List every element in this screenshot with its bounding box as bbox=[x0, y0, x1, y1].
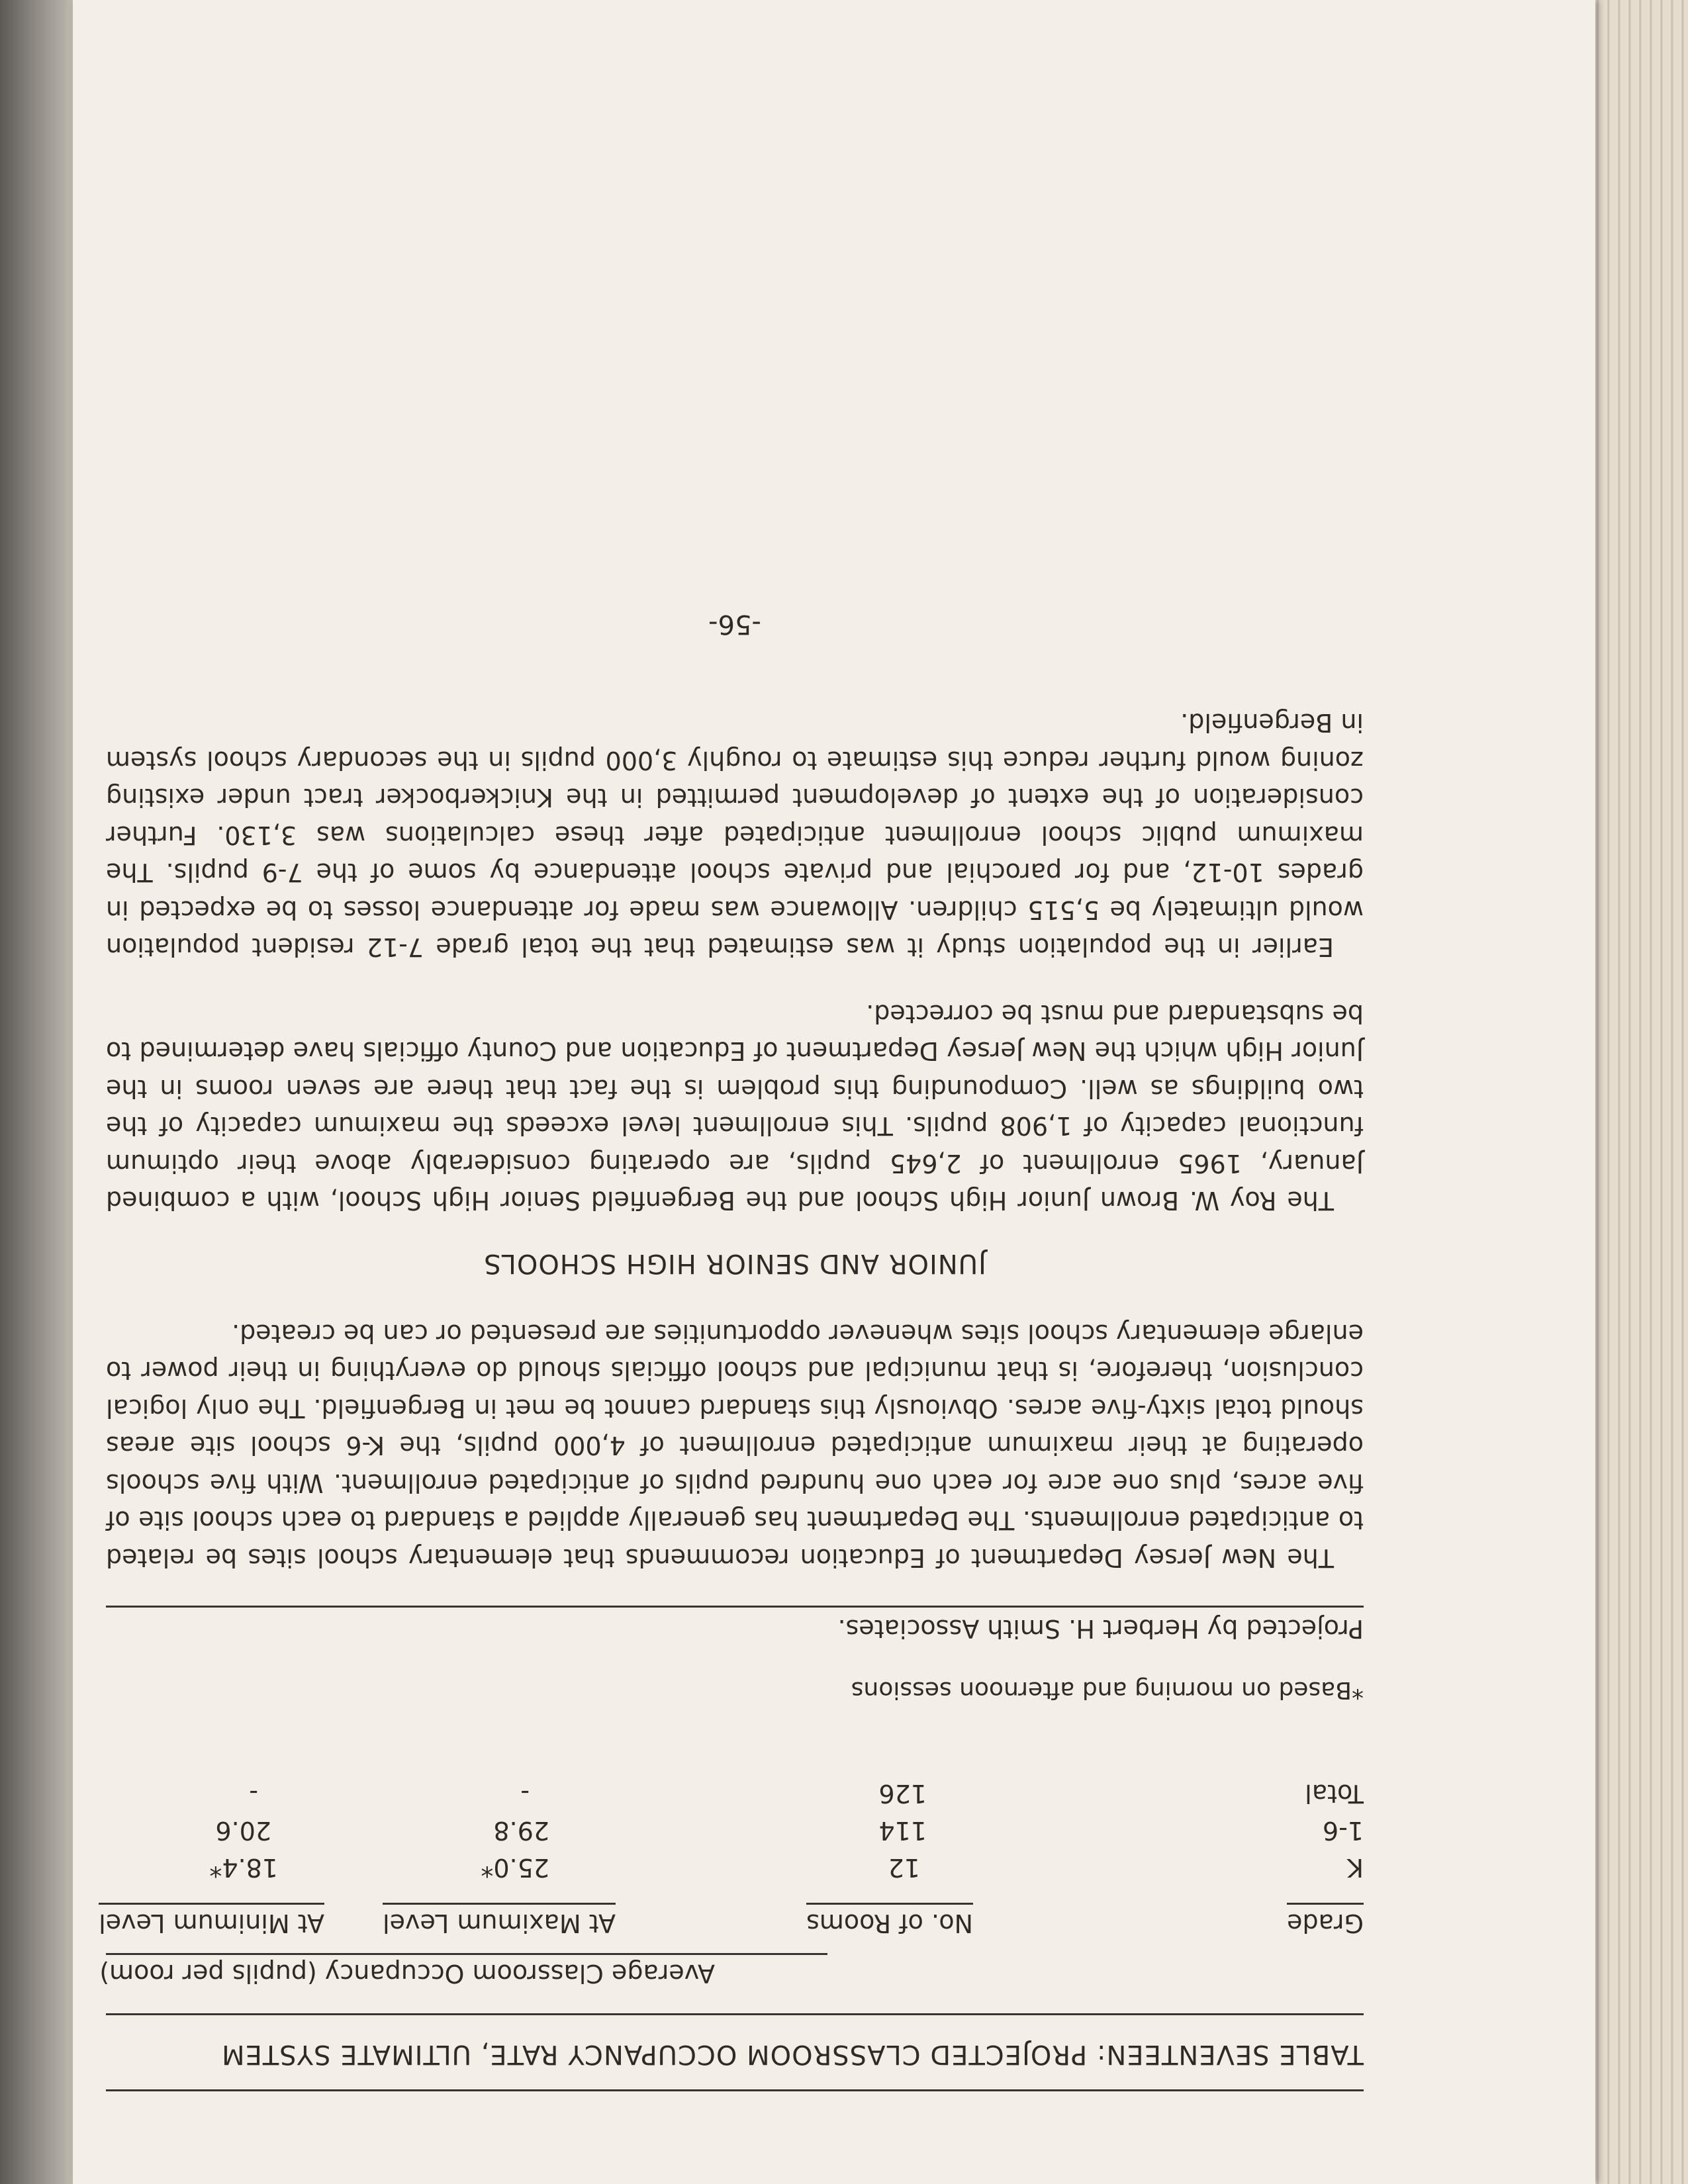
table-cell: 114 bbox=[878, 1816, 927, 1845]
binding-shadow bbox=[0, 0, 79, 2184]
table-cell: - bbox=[249, 1779, 258, 1808]
table-footnote: *Based on morning and afternoon sessions bbox=[851, 1676, 1364, 1704]
page-number: -56- bbox=[708, 609, 761, 639]
paragraph-elementary-sites: The New Jersey Department of Education recommends that elementary school sites be related to anticipated enrollments. The Department has generally applied a standard to each school site of five acres, plus one acre for each one hundred pupils of anticipated enrollment. With five schools operating at their maximum anticipated enrollment of 4,000 pupils, the K-6 school site areas should total sixty-five acres. Obviously this standard cannot be met in Bergenfield. The only logical conclusion, therefore, is that municipal and school officials should do everything in their power to enlarge elementary school sites whenever opportunities are presented or can be created. bbox=[106, 1319, 1364, 1572]
table-cell: 29.8 bbox=[493, 1816, 549, 1845]
table-cell: Total bbox=[1305, 1779, 1364, 1808]
source-note: Projected by Herbert H. Smith Associates. bbox=[837, 1614, 1364, 1643]
column-header-grade: Grade bbox=[1287, 1903, 1364, 1938]
table-title: TABLE SEVENTEEN: PROJECTED CLASSROOM OCCUPANCY RATE, ULTIMATE SYSTEM bbox=[221, 2039, 1364, 2070]
table-cell: - bbox=[520, 1779, 530, 1808]
table-cell: 126 bbox=[878, 1779, 927, 1808]
table-cell: 1-6 bbox=[1322, 1816, 1364, 1845]
table-cell: 12 bbox=[888, 1853, 920, 1882]
paragraph-enrollment: The Roy W. Brown Junior High School and the Bergenfield Senior High School, with a combined January, 1965 enrollment of 2,645 pupils, are operating considerably above their optimum functional capacity of 1,908 pupils. This enrollment level exceeds the maximum capacity of the two buildings as well. Compounding this problem is the fact that there are seven rooms in the Junior High which the New Jersey Department of Education and County officials have determined to be substandard and must be corrected. bbox=[106, 999, 1364, 1216]
section-heading: JUNIOR AND SENIOR HIGH SCHOOLS bbox=[483, 1248, 986, 1279]
column-header-max: At Maximum Level bbox=[383, 1903, 616, 1938]
document-page bbox=[73, 0, 1595, 2184]
title-bottom-rule bbox=[106, 2013, 1364, 2015]
title-top-rule bbox=[106, 2089, 1364, 2091]
column-header-min: At Minimum Level bbox=[99, 1903, 324, 1938]
table-cell: 18.4* bbox=[209, 1853, 278, 1882]
column-header-rooms: No. of Rooms bbox=[806, 1903, 973, 1938]
rotated-page-content bbox=[73, 0, 1595, 2184]
source-rule bbox=[106, 1606, 1364, 1608]
page-content bbox=[99, 609, 1364, 2091]
table-cell: 20.6 bbox=[215, 1816, 271, 1845]
paragraph-population: Earlier in the population study it was estimated that the total grade 7-12 resident population would ultimately be 5,515 children. Allowance was made for attendance losses to be expected in grades 10-12, and for parochial and private school attendance by some of the 7-9 pupils. The maximum public school enrollment anticipated after these calculations was 3,130. Further consideration of the extent of development permitted in the Knickerbocker tract under existing zoning would further reduce this estimate to roughly 3,000 pupils in the secondary school system in Bergenfield. bbox=[106, 708, 1364, 962]
table-group-header: Average Classroom Occupancy (pupils per room) bbox=[106, 1953, 827, 1988]
table-cell: 25.0* bbox=[481, 1853, 549, 1882]
table-cell: K bbox=[1347, 1853, 1364, 1882]
occupancy-table bbox=[99, 1704, 1364, 1988]
page-edges bbox=[1589, 0, 1688, 2184]
